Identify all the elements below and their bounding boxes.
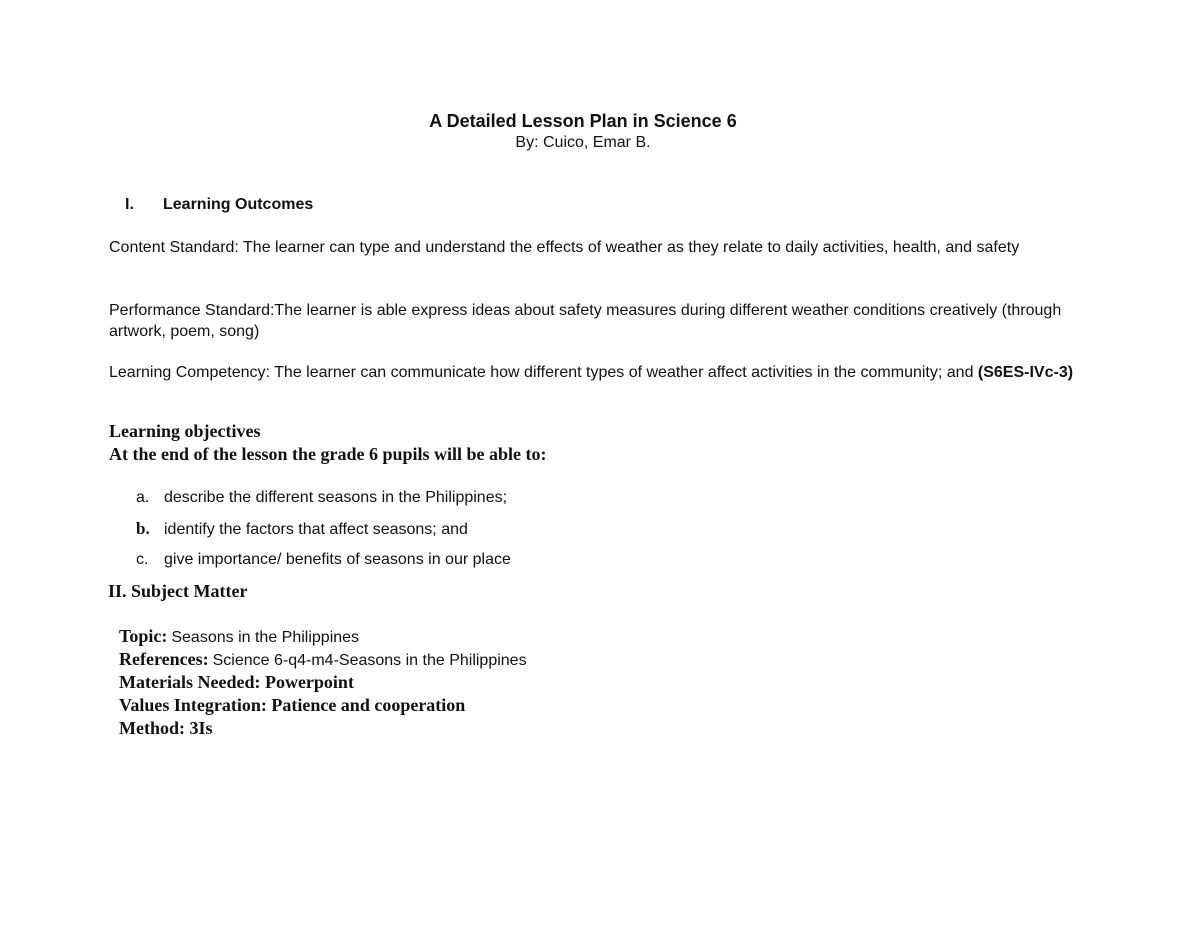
competency-text: Learning Competency: The learner can communicate how different types of weather affect activities in the community; and xyxy=(109,364,978,381)
section-number: I. xyxy=(125,196,134,213)
method-row: Method: 3Is xyxy=(119,718,213,738)
list-item-text: describe the different seasons in the Philippines; xyxy=(164,489,508,506)
topic-row xyxy=(119,625,527,648)
list-item-text: give importance/ benefits of seasons in our place xyxy=(164,551,511,568)
content-standard: Content Standard: The learner can type and understand the effects of weather as they relate to daily activities, health, and safety xyxy=(109,239,1020,256)
objectives-heading xyxy=(109,420,547,466)
materials-row: Materials Needed: Powerpoint xyxy=(119,672,354,692)
list-marker: c. xyxy=(136,551,149,568)
topic-value: Seasons in the Philippines xyxy=(171,629,360,646)
topic-label: Topic: xyxy=(119,626,168,646)
list-item xyxy=(136,518,511,549)
objectives-title: Learning objectives xyxy=(109,421,261,441)
list-marker: a. xyxy=(136,489,150,506)
values-row: Values Integration: Patience and cooperation xyxy=(119,695,466,715)
competency-code: (S6ES-IVc-3) xyxy=(977,364,1074,381)
document-author: By: Cuico, Emar B. xyxy=(515,134,651,151)
section-heading-learning-outcomes xyxy=(125,195,313,215)
objectives-list xyxy=(136,487,511,580)
list-item-text: identify the factors that affect seasons; and xyxy=(164,521,468,538)
performance-standard: Performance Standard:The learner is able express ideas about safety measures during different weather conditions creatively (through artwork, poem, song) xyxy=(109,302,1062,340)
list-marker: b. xyxy=(136,519,150,538)
objectives-intro: At the end of the lesson the grade 6 pupils will be able to: xyxy=(109,444,547,464)
learning-competency xyxy=(109,362,1099,383)
list-item xyxy=(136,487,511,518)
section-title: Learning Outcomes xyxy=(163,196,314,213)
list-item xyxy=(136,549,511,580)
references-label: References: xyxy=(119,649,209,669)
section-heading-subject-matter: II. Subject Matter xyxy=(108,581,248,601)
subject-matter-details xyxy=(119,625,527,740)
references-value: Science 6-q4-m4-Seasons in the Philippines xyxy=(212,652,527,669)
references-row xyxy=(119,648,527,671)
document-title: A Detailed Lesson Plan in Science 6 xyxy=(429,111,737,131)
